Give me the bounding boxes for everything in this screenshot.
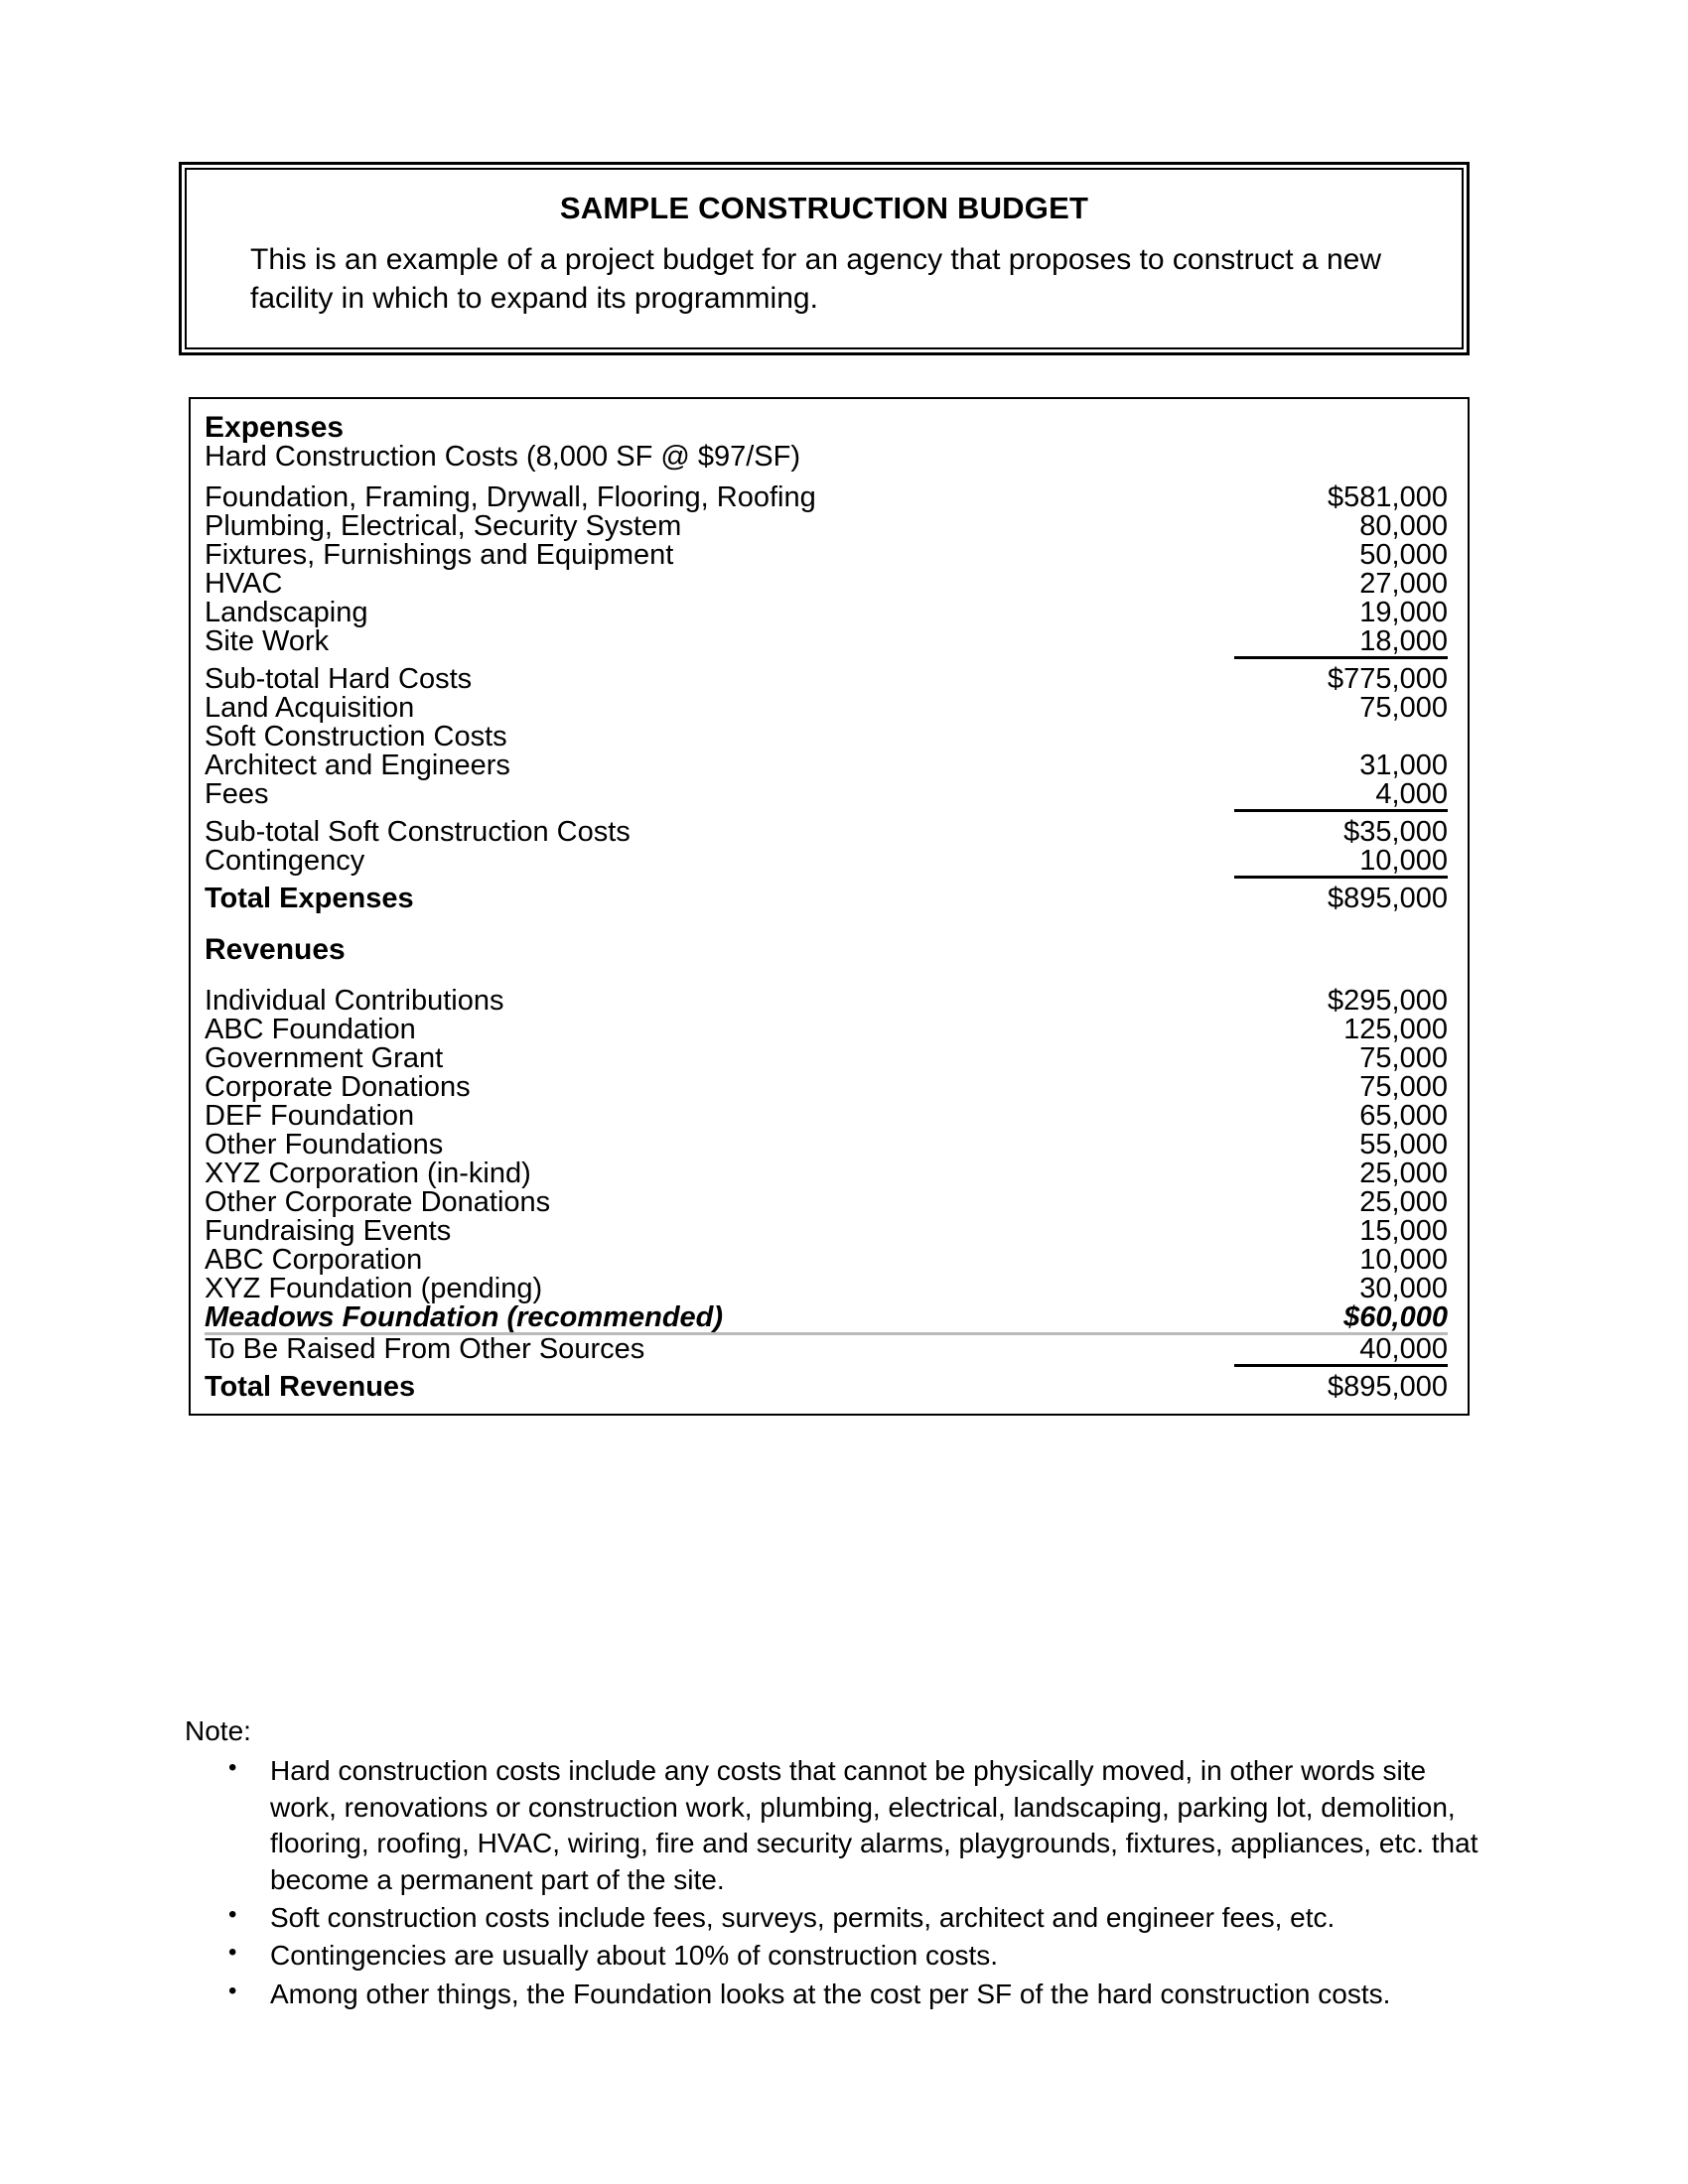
line-item-label: Plumbing, Electrical, Security System (205, 510, 682, 542)
total-expenses-row (205, 878, 1448, 914)
table-row (205, 780, 1448, 811)
table-row (205, 1275, 1448, 1303)
expenses-heading-row (205, 413, 1448, 443)
total-expenses-label: Total Expenses (205, 883, 414, 914)
expenses-heading-amount (1234, 413, 1448, 443)
land-acquisition-label: Land Acquisition (205, 692, 415, 724)
line-item-amount: 65,000 (1359, 1100, 1448, 1132)
soft-costs-heading-row (205, 723, 1448, 751)
note-text: Contingencies are usually about 10% of construction costs. (270, 1940, 999, 1972)
note-text: Soft construction costs include fees, surveys, permits, architect and engineer fees, etc. (270, 1901, 1336, 1933)
highlighted-revenue-amount: $60,000 (1343, 1301, 1448, 1333)
total-revenues-row (205, 1366, 1448, 1403)
notes-list (185, 1753, 1485, 2012)
table-row (205, 1131, 1448, 1160)
total-revenues-label: Total Revenues (205, 1371, 416, 1403)
revenues-heading-row (205, 935, 1448, 965)
line-item-amount: 18,000 (1359, 625, 1448, 657)
title-box-inner (185, 168, 1464, 349)
line-item-amount: 75,000 (1359, 1071, 1448, 1103)
line-item-label: Other Foundations (205, 1129, 444, 1160)
line-item-label: Other Corporate Donations (205, 1186, 551, 1218)
to-be-raised-label: To Be Raised From Other Sources (205, 1333, 645, 1365)
bullet-icon: • (228, 1977, 237, 2004)
table-row (205, 599, 1448, 627)
table-row (205, 1044, 1448, 1073)
line-item-amount: 31,000 (1359, 750, 1448, 781)
line-item-amount: $295,000 (1328, 985, 1448, 1017)
line-item-label: HVAC (205, 568, 283, 600)
spacer-cell (205, 965, 1234, 987)
line-item-amount: 75,000 (1359, 1042, 1448, 1074)
budget-table (205, 413, 1448, 1402)
note-text: Among other things, the Foundation looks at the cost per SF of the hard construction costs. (270, 1978, 1391, 2009)
line-item-label: Fundraising Events (205, 1215, 452, 1247)
list-item (222, 1900, 1485, 1936)
table-row (205, 1016, 1448, 1044)
line-item-amount: 25,000 (1359, 1158, 1448, 1189)
line-item-label: Individual Contributions (205, 985, 504, 1017)
spacer-row (205, 965, 1448, 987)
table-row (205, 541, 1448, 570)
subtotal-soft-row (205, 811, 1448, 848)
bullet-icon: • (228, 1900, 237, 1928)
list-item (222, 1977, 1485, 2012)
line-item-label: Landscaping (205, 597, 368, 628)
page-subtitle: This is an example of a project budget for an agency that proposes to construct a new facility in which to expand its programming. (250, 242, 1381, 315)
line-item-label: DEF Foundation (205, 1100, 415, 1132)
line-item-label: XYZ Foundation (pending) (205, 1273, 543, 1304)
line-item-label: Site Work (205, 625, 330, 657)
table-row (205, 1246, 1448, 1275)
line-item-label: Corporate Donations (205, 1071, 471, 1103)
line-item-label: Architect and Engineers (205, 750, 510, 781)
subtotal-soft-amount: $35,000 (1234, 811, 1448, 848)
line-item-label: Government Grant (205, 1042, 444, 1074)
list-item (222, 1938, 1485, 1974)
list-item (222, 1753, 1485, 1898)
budget-table-body (205, 413, 1448, 1402)
line-item-amount: 10,000 (1359, 1244, 1448, 1276)
contingency-label: Contingency (205, 845, 365, 877)
table-row (205, 570, 1448, 599)
budget-table-container (189, 397, 1470, 1416)
table-row (205, 627, 1448, 658)
note-text: Hard construction costs include any costs that cannot be physically moved, in other words site work, renovations or construction work, plumbing, electrical, landscaping, parking lot, demolition, flooring, roofing, HVAC, wiring, fire and security alarms, playgrounds, fixtures, appliances, etc. that become a permanent part of the site. (270, 1755, 1478, 1895)
title-box (179, 162, 1470, 355)
table-row (205, 987, 1448, 1016)
line-item-label: ABC Corporation (205, 1244, 423, 1276)
table-row (205, 483, 1448, 512)
bullet-icon: • (228, 1754, 237, 1782)
table-row (205, 1073, 1448, 1102)
table-row (205, 1102, 1448, 1131)
line-item-label: Fixtures, Furnishings and Equipment (205, 539, 674, 571)
page-title: SAMPLE CONSTRUCTION BUDGET (559, 191, 1089, 225)
subtotal-soft-label: Sub-total Soft Construction Costs (205, 816, 631, 848)
table-row (205, 1217, 1448, 1246)
land-acquisition-amount: 75,000 (1359, 692, 1448, 724)
line-item-amount: 27,000 (1359, 568, 1448, 600)
bullet-icon: • (228, 1939, 237, 1967)
soft-costs-heading: Soft Construction Costs (205, 721, 507, 752)
revenues-heading: Revenues (205, 933, 346, 966)
spacer-cell (1234, 965, 1448, 987)
line-item-amount: 25,000 (1359, 1186, 1448, 1218)
line-item-amount: 15,000 (1359, 1215, 1448, 1247)
line-item-label: XYZ Corporation (in-kind) (205, 1158, 531, 1189)
total-revenues-amount: $895,000 (1234, 1366, 1448, 1403)
highlighted-revenue-row (205, 1303, 1448, 1334)
line-item-amount: 80,000 (1359, 510, 1448, 542)
line-item-amount: 4,000 (1375, 778, 1448, 810)
subtotal-hard-amount: $775,000 (1234, 658, 1448, 695)
hard-costs-heading: Hard Construction Costs (8,000 SF @ $97/SF) (205, 441, 801, 473)
to-be-raised-row (205, 1335, 1448, 1366)
line-item-amount: 125,000 (1343, 1014, 1448, 1045)
line-item-amount: 19,000 (1359, 597, 1448, 628)
notes-title: Note: (185, 1715, 251, 1746)
expenses-heading: Expenses (205, 411, 345, 444)
contingency-amount: 10,000 (1359, 845, 1448, 877)
total-expenses-amount: $895,000 (1234, 878, 1448, 914)
notes-section (185, 1713, 1485, 2014)
table-row (205, 512, 1448, 541)
spacer-cell (205, 913, 1234, 935)
table-row (205, 1188, 1448, 1217)
line-item-amount: 55,000 (1359, 1129, 1448, 1160)
spacer-cell (1234, 913, 1448, 935)
line-item-amount: 30,000 (1359, 1273, 1448, 1304)
line-item-label: Foundation, Framing, Drywall, Flooring, Roofing (205, 481, 816, 513)
hard-costs-heading-amount (1234, 443, 1448, 472)
table-row (205, 751, 1448, 780)
contingency-row (205, 847, 1448, 878)
table-row (205, 1160, 1448, 1188)
line-item-amount: $581,000 (1328, 481, 1448, 513)
line-item-amount: 50,000 (1359, 539, 1448, 571)
subtotal-hard-label: Sub-total Hard Costs (205, 663, 473, 695)
line-item-label: Fees (205, 778, 269, 810)
subtotal-hard-row (205, 658, 1448, 695)
hard-costs-heading-row (205, 443, 1448, 472)
highlighted-revenue-label: Meadows Foundation (recommended) (205, 1301, 724, 1333)
to-be-raised-amount: 40,000 (1359, 1333, 1448, 1365)
spacer-row (205, 913, 1448, 935)
revenues-heading-amount (1234, 935, 1448, 965)
line-item-label: ABC Foundation (205, 1014, 416, 1045)
soft-costs-heading-amount (1234, 723, 1448, 751)
land-acquisition-row (205, 694, 1448, 723)
